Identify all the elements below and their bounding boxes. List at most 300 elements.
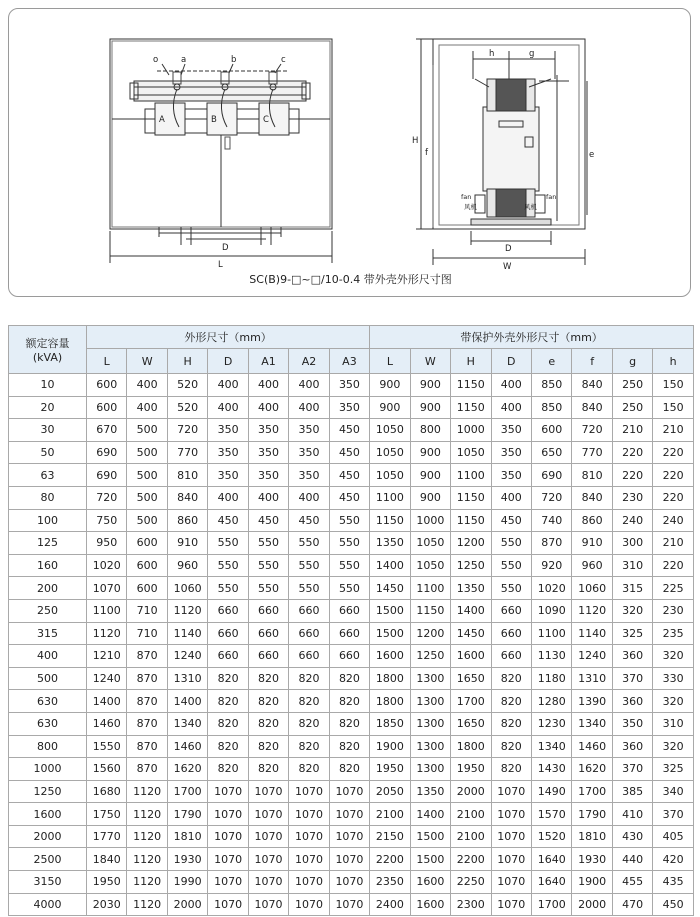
table-cell: 1120 — [87, 622, 127, 645]
table-cell: 310 — [612, 554, 652, 577]
table-cell: 1340 — [572, 712, 612, 735]
table-cell: 870 — [127, 758, 167, 781]
table-cell: 850 — [531, 396, 571, 419]
table-cell: 820 — [248, 735, 288, 758]
table-cell: 350 — [248, 464, 288, 487]
table-cell: 1050 — [370, 441, 410, 464]
table-cell: 1300 — [410, 690, 450, 713]
table-row — [9, 645, 694, 668]
table-cell: 1120 — [127, 780, 167, 803]
table-cell: 600 — [127, 554, 167, 577]
table-cell: 1350 — [451, 577, 491, 600]
table-cell: 1070 — [491, 803, 531, 826]
table-row — [9, 825, 694, 848]
capacity-cell: 50 — [9, 441, 87, 464]
table-row — [9, 554, 694, 577]
table-cell: 1120 — [167, 599, 207, 622]
capacity-cell: 10 — [9, 374, 87, 397]
table-row — [9, 599, 694, 622]
table-cell: 450 — [491, 509, 531, 532]
table-cell: 740 — [531, 509, 571, 532]
table-row — [9, 758, 694, 781]
label-f: f — [425, 148, 428, 158]
table-cell: 600 — [531, 419, 571, 442]
label-g: g — [529, 49, 535, 59]
table-row — [9, 396, 694, 419]
table-cell: 1600 — [410, 893, 450, 916]
table-cell: 820 — [208, 735, 248, 758]
table-cell: 1900 — [370, 735, 410, 758]
table-cell: 2150 — [370, 825, 410, 848]
table-cell: 220 — [653, 441, 694, 464]
table-cell: 2100 — [370, 803, 410, 826]
table-cell: 440 — [612, 848, 652, 871]
table-cell: 820 — [248, 758, 288, 781]
table-cell: 1070 — [329, 893, 369, 916]
table-cell: 400 — [491, 396, 531, 419]
table-cell: 220 — [653, 464, 694, 487]
table-row — [9, 893, 694, 916]
table-cell: 1850 — [370, 712, 410, 735]
table-cell: 1300 — [410, 712, 450, 735]
enclosure-group-header: 带保护外壳外形尺寸（mm） — [370, 326, 694, 349]
table-cell: 1070 — [329, 803, 369, 826]
table-cell: 350 — [289, 441, 329, 464]
label-w: W — [503, 262, 512, 272]
table-cell: 350 — [248, 441, 288, 464]
table-cell: 550 — [208, 577, 248, 600]
table-cell: 400 — [208, 486, 248, 509]
table-cell: 1700 — [167, 780, 207, 803]
table-cell: 1930 — [572, 848, 612, 871]
table-cell: 550 — [491, 577, 531, 600]
table-cell: 240 — [612, 509, 652, 532]
table-cell: 1070 — [87, 577, 127, 600]
table-cell: 350 — [491, 464, 531, 487]
table-cell: 1240 — [572, 645, 612, 668]
table-cell: 400 — [491, 486, 531, 509]
table-cell: 550 — [248, 554, 288, 577]
capacity-cell: 200 — [9, 577, 87, 600]
table-cell: 690 — [87, 441, 127, 464]
table-cell: 1790 — [572, 803, 612, 826]
table-cell: 660 — [329, 599, 369, 622]
table-cell: 550 — [289, 577, 329, 600]
table-cell: 400 — [289, 396, 329, 419]
outline-col-header: A3 — [329, 349, 369, 374]
table-cell: 1300 — [410, 735, 450, 758]
table-cell: 600 — [127, 577, 167, 600]
table-cell: 350 — [612, 712, 652, 735]
table-cell: 820 — [491, 712, 531, 735]
table-cell: 1070 — [248, 803, 288, 826]
table-cell: 870 — [127, 735, 167, 758]
table-cell: 820 — [329, 667, 369, 690]
table-cell: 820 — [289, 690, 329, 713]
table-cell: 720 — [572, 419, 612, 442]
table-cell: 350 — [289, 464, 329, 487]
table-cell: 340 — [653, 780, 694, 803]
table-cell: 1050 — [410, 532, 450, 555]
table-cell: 500 — [127, 441, 167, 464]
table-cell: 1140 — [167, 622, 207, 645]
table-cell: 2300 — [451, 893, 491, 916]
table-cell: 1810 — [167, 825, 207, 848]
table-cell: 900 — [410, 464, 450, 487]
table-cell: 320 — [653, 735, 694, 758]
table-cell: 550 — [491, 554, 531, 577]
table-cell: 1950 — [451, 758, 491, 781]
table-cell: 820 — [208, 690, 248, 713]
table-cell: 1180 — [531, 667, 571, 690]
outline-col-header: W — [127, 349, 167, 374]
table-cell: 370 — [612, 667, 652, 690]
table-cell: 1070 — [208, 871, 248, 894]
table-cell: 550 — [329, 509, 369, 532]
table-cell: 1150 — [451, 396, 491, 419]
table-cell: 225 — [653, 577, 694, 600]
table-cell: 840 — [572, 374, 612, 397]
label-l: L — [218, 260, 223, 270]
table-cell: 1070 — [208, 825, 248, 848]
table-cell: 400 — [248, 396, 288, 419]
table-cell: 1120 — [572, 599, 612, 622]
table-cell: 1070 — [248, 825, 288, 848]
table-cell: 1810 — [572, 825, 612, 848]
capacity-cell: 30 — [9, 419, 87, 442]
table-cell: 1240 — [167, 645, 207, 668]
table-cell: 1300 — [410, 758, 450, 781]
table-cell: 1070 — [491, 871, 531, 894]
outline-group-header: 外形尺寸（mm） — [87, 326, 370, 349]
table-cell: 1450 — [370, 577, 410, 600]
table-cell: 1070 — [208, 780, 248, 803]
table-cell: 1500 — [410, 825, 450, 848]
capacity-cell: 125 — [9, 532, 87, 555]
table-cell: 420 — [653, 848, 694, 871]
table-cell: 660 — [208, 599, 248, 622]
table-row — [9, 871, 694, 894]
table-cell: 820 — [289, 712, 329, 735]
table-cell: 320 — [653, 645, 694, 668]
capacity-cell: 315 — [9, 622, 87, 645]
table-cell: 320 — [653, 690, 694, 713]
table-cell: 1070 — [248, 893, 288, 916]
table-cell: 820 — [491, 758, 531, 781]
table-cell: 710 — [127, 622, 167, 645]
table-cell: 870 — [531, 532, 571, 555]
table-cell: 1680 — [87, 780, 127, 803]
capacity-cell: 160 — [9, 554, 87, 577]
table-cell: 1070 — [208, 803, 248, 826]
table-cell: 450 — [329, 419, 369, 442]
table-cell: 400 — [208, 396, 248, 419]
table-cell: 220 — [612, 464, 652, 487]
table-cell: 360 — [612, 690, 652, 713]
table-cell: 1340 — [531, 735, 571, 758]
table-cell: 400 — [491, 374, 531, 397]
table-cell: 550 — [329, 554, 369, 577]
table-cell: 1130 — [531, 645, 571, 668]
table-cell: 550 — [208, 554, 248, 577]
capacity-cell: 250 — [9, 599, 87, 622]
enclosure-col-header: W — [410, 349, 450, 374]
table-cell: 660 — [289, 599, 329, 622]
table-cell: 720 — [87, 486, 127, 509]
table-cell: 1600 — [410, 871, 450, 894]
table-cell: 1620 — [167, 758, 207, 781]
capacity-cell: 4000 — [9, 893, 87, 916]
table-cell: 500 — [127, 486, 167, 509]
table-cell: 820 — [491, 667, 531, 690]
capacity-cell: 500 — [9, 667, 87, 690]
enclosure-col-header: D — [491, 349, 531, 374]
table-cell: 450 — [289, 509, 329, 532]
table-cell: 900 — [370, 396, 410, 419]
table-cell: 860 — [572, 509, 612, 532]
capacity-cell: 2000 — [9, 825, 87, 848]
table-cell: 350 — [289, 419, 329, 442]
table-cell: 1090 — [531, 599, 571, 622]
table-cell: 1150 — [451, 374, 491, 397]
table-cell: 240 — [653, 509, 694, 532]
table-cell: 920 — [531, 554, 571, 577]
table-cell: 900 — [410, 486, 450, 509]
table-cell: 1640 — [531, 871, 571, 894]
table-cell: 820 — [491, 690, 531, 713]
table-cell: 1310 — [572, 667, 612, 690]
table-cell: 1400 — [410, 803, 450, 826]
table-cell: 455 — [612, 871, 652, 894]
table-cell: 520 — [167, 374, 207, 397]
table-cell: 320 — [612, 599, 652, 622]
table-cell: 1350 — [410, 780, 450, 803]
capacity-header — [9, 326, 87, 374]
table-cell: 2400 — [370, 893, 410, 916]
table-cell: 770 — [167, 441, 207, 464]
table-cell: 1600 — [451, 645, 491, 668]
table-cell: 1070 — [208, 848, 248, 871]
table-cell: 210 — [653, 532, 694, 555]
capacity-cell: 1600 — [9, 803, 87, 826]
table-cell: 1460 — [87, 712, 127, 735]
table-cell: 650 — [531, 441, 571, 464]
table-cell: 250 — [612, 396, 652, 419]
table-cell: 1400 — [370, 554, 410, 577]
table-cell: 385 — [612, 780, 652, 803]
table-cell: 370 — [612, 758, 652, 781]
table-cell: 1140 — [572, 622, 612, 645]
table-cell: 1650 — [451, 667, 491, 690]
table-cell: 310 — [653, 712, 694, 735]
table-cell: 1550 — [87, 735, 127, 758]
enclosure-col-header: f — [572, 349, 612, 374]
table-cell: 1020 — [531, 577, 571, 600]
table-cell: 2100 — [451, 825, 491, 848]
table-cell: 1990 — [167, 871, 207, 894]
label-fan-left: fan — [461, 193, 472, 201]
table-cell: 350 — [208, 441, 248, 464]
table-cell: 220 — [653, 486, 694, 509]
table-cell: 1060 — [572, 577, 612, 600]
enclosure-col-header: g — [612, 349, 652, 374]
label-o: o — [153, 55, 159, 65]
table-cell: 840 — [572, 396, 612, 419]
table-cell: 820 — [491, 735, 531, 758]
table-cell: 400 — [289, 486, 329, 509]
enclosure-col-header: e — [531, 349, 571, 374]
table-cell: 1240 — [87, 667, 127, 690]
table-cell: 820 — [248, 667, 288, 690]
table-cell: 1070 — [329, 871, 369, 894]
capacity-cell: 2500 — [9, 848, 87, 871]
table-cell: 550 — [248, 577, 288, 600]
table-cell: 1070 — [329, 825, 369, 848]
table-cell: 405 — [653, 825, 694, 848]
table-cell: 1800 — [451, 735, 491, 758]
table-cell: 820 — [208, 758, 248, 781]
table-cell: 1640 — [531, 848, 571, 871]
table-cell: 840 — [572, 486, 612, 509]
dimension-table — [8, 325, 694, 916]
table-cell: 1460 — [572, 735, 612, 758]
table-cell: 1150 — [370, 509, 410, 532]
table-cell: 1000 — [451, 419, 491, 442]
outline-col-header: H — [167, 349, 207, 374]
table-cell: 1070 — [289, 893, 329, 916]
table-cell: 1060 — [167, 577, 207, 600]
table-cell: 350 — [208, 419, 248, 442]
table-cell: 1230 — [531, 712, 571, 735]
table-cell: 550 — [491, 532, 531, 555]
table-cell: 1050 — [370, 464, 410, 487]
table-cell: 660 — [248, 622, 288, 645]
capacity-cell: 400 — [9, 645, 87, 668]
table-cell: 1790 — [167, 803, 207, 826]
table-cell: 1070 — [248, 780, 288, 803]
label-d-side: D — [505, 244, 512, 254]
table-cell: 2050 — [370, 780, 410, 803]
table-cell: 435 — [653, 871, 694, 894]
capacity-cell: 3150 — [9, 871, 87, 894]
outline-col-header: A2 — [289, 349, 329, 374]
table-cell: 2350 — [370, 871, 410, 894]
table-cell: 220 — [612, 441, 652, 464]
table-cell: 230 — [653, 599, 694, 622]
table-cell: 400 — [127, 374, 167, 397]
table-cell: 1000 — [410, 509, 450, 532]
table-cell: 1900 — [572, 871, 612, 894]
table-cell: 1070 — [289, 803, 329, 826]
label-fan-cn-right: 风机 — [524, 203, 537, 211]
table-cell: 960 — [167, 554, 207, 577]
table-cell: 1500 — [370, 622, 410, 645]
table-cell: 350 — [208, 464, 248, 487]
label-h-large: H — [412, 136, 419, 146]
label-phase-b: B — [211, 115, 217, 125]
capacity-cell: 630 — [9, 690, 87, 713]
table-row — [9, 690, 694, 713]
figure-caption: SC(B)9-□~□/10-0.4 带外壳外形尺寸图 — [249, 273, 452, 286]
capacity-cell: 100 — [9, 509, 87, 532]
table-cell: 1770 — [87, 825, 127, 848]
table-cell: 400 — [289, 374, 329, 397]
table-cell: 1070 — [289, 825, 329, 848]
table-cell: 300 — [612, 532, 652, 555]
table-cell: 820 — [329, 712, 369, 735]
table-cell: 1100 — [87, 599, 127, 622]
table-cell: 600 — [87, 396, 127, 419]
table-cell: 1950 — [87, 871, 127, 894]
table-cell: 1070 — [289, 780, 329, 803]
table-cell: 1800 — [370, 667, 410, 690]
table-cell: 960 — [572, 554, 612, 577]
table-cell: 810 — [572, 464, 612, 487]
capacity-cell: 1000 — [9, 758, 87, 781]
table-cell: 220 — [653, 554, 694, 577]
table-cell: 1400 — [451, 599, 491, 622]
table-cell: 850 — [531, 374, 571, 397]
table-cell: 400 — [208, 374, 248, 397]
table-cell: 820 — [289, 667, 329, 690]
table-cell: 450 — [653, 893, 694, 916]
table-row — [9, 509, 694, 532]
table-cell: 820 — [248, 690, 288, 713]
table-cell: 1430 — [531, 758, 571, 781]
table-cell: 210 — [612, 419, 652, 442]
table-cell: 900 — [410, 396, 450, 419]
capacity-header-label: 额定容量 — [25, 337, 70, 350]
table-cell: 550 — [248, 532, 288, 555]
table-cell: 1500 — [370, 599, 410, 622]
table-cell: 660 — [289, 645, 329, 668]
table-cell: 660 — [208, 622, 248, 645]
capacity-cell: 80 — [9, 486, 87, 509]
table-cell: 230 — [612, 486, 652, 509]
table-cell: 550 — [208, 532, 248, 555]
label-c: c — [281, 55, 286, 65]
table-cell: 950 — [87, 532, 127, 555]
label-phase-a: A — [159, 115, 165, 125]
table-cell: 325 — [612, 622, 652, 645]
table-cell: 150 — [653, 374, 694, 397]
table-cell: 750 — [87, 509, 127, 532]
table-cell: 550 — [329, 577, 369, 600]
label-a: a — [181, 55, 187, 65]
table-cell: 1930 — [167, 848, 207, 871]
table-cell: 660 — [329, 622, 369, 645]
table-cell: 350 — [491, 419, 531, 442]
table-cell: 1100 — [370, 486, 410, 509]
table-cell: 1020 — [87, 554, 127, 577]
table-cell: 1840 — [87, 848, 127, 871]
table-cell: 2100 — [451, 803, 491, 826]
table-cell: 820 — [208, 667, 248, 690]
table-cell: 670 — [87, 419, 127, 442]
enclosure-col-header: H — [451, 349, 491, 374]
table-cell: 1070 — [491, 825, 531, 848]
capacity-cell: 63 — [9, 464, 87, 487]
table-cell: 870 — [127, 690, 167, 713]
table-row — [9, 374, 694, 397]
table-cell: 1450 — [451, 622, 491, 645]
table-cell: 1950 — [370, 758, 410, 781]
table-cell: 1700 — [451, 690, 491, 713]
table-cell: 1490 — [531, 780, 571, 803]
table-cell: 800 — [410, 419, 450, 442]
table-cell: 360 — [612, 735, 652, 758]
table-cell: 400 — [248, 486, 288, 509]
